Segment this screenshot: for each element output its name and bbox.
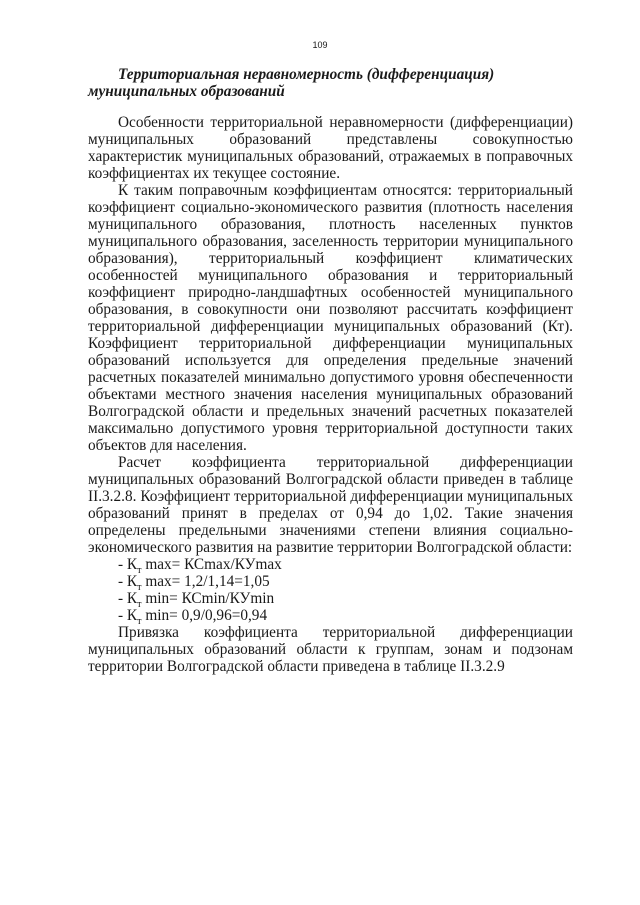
paragraph-closing: Привязка коэффициента территориальной дифференциации муниципальных образований области к группам, зонам и подзонам территории Волгоградской области приведена в таблице II.3.2.9 [88,624,573,675]
paragraph-coefficients: К таким поправочным коэффициентам относятся: территориальный коэффициент социально-экономического развития (плотность населения муниципального образования, плотность населенных пунктов муниципального образования, заселенность территории муниципального образования), территориальный коэффициент климатических особенностей муниципального образования и территориальный коэффициент природно-ландшафтных особенностей муниципального образования, в совокупности они позволяют рассчитать коэффициент территориальной дифференциации муниципальных образований (Кт). Коэффициент территориальной дифференциации муниципальных образований используется для определения предельные значений расчетных показателей минимально допустимого уровня обеспеченности объектами местного значения населения муниципальных образований Волгоградской области и предельных значений расчетных показателей максимально допустимого уровня территориальной доступности таких объектов для населения. [88,182,573,454]
page-number: 109 [312,40,328,50]
formula-item: - $К_т$ min= 0,9/0,96=0,94 [118,607,268,628]
paragraph-calculation: Расчет коэффициента территориальной дифференциации муниципальных образований Волгоградской области приведен в таблице II.3.2.8. Коэффициент территориальной дифференциации муниципальных образований принят в пределах от 0,94 до 1,02. Такие значения определены предельными значениями степени влияния социально-экономического развития на развитие территории Волгоградской области: [88,454,573,556]
formula-item: - $К_т$ min= КСmin/КУmin [118,590,275,611]
formula-item: - $К_т$ max= КСmax/КУmax [118,556,282,577]
section-title: Территориальная неравномерность (дифференциация) муниципальных образований [88,66,495,100]
formula-item: - $К_т$ max= 1,2/1,14=1,05 [118,573,270,594]
formula-list [88,556,573,628]
page-content [88,66,573,675]
paragraph-intro: Особенности территориальной неравномерности (дифференциации) муниципальных образований представлены совокупностью характеристик муниципальных образований, отражаемых в поправочных коэффициентах их текущее состояние. [88,114,573,182]
